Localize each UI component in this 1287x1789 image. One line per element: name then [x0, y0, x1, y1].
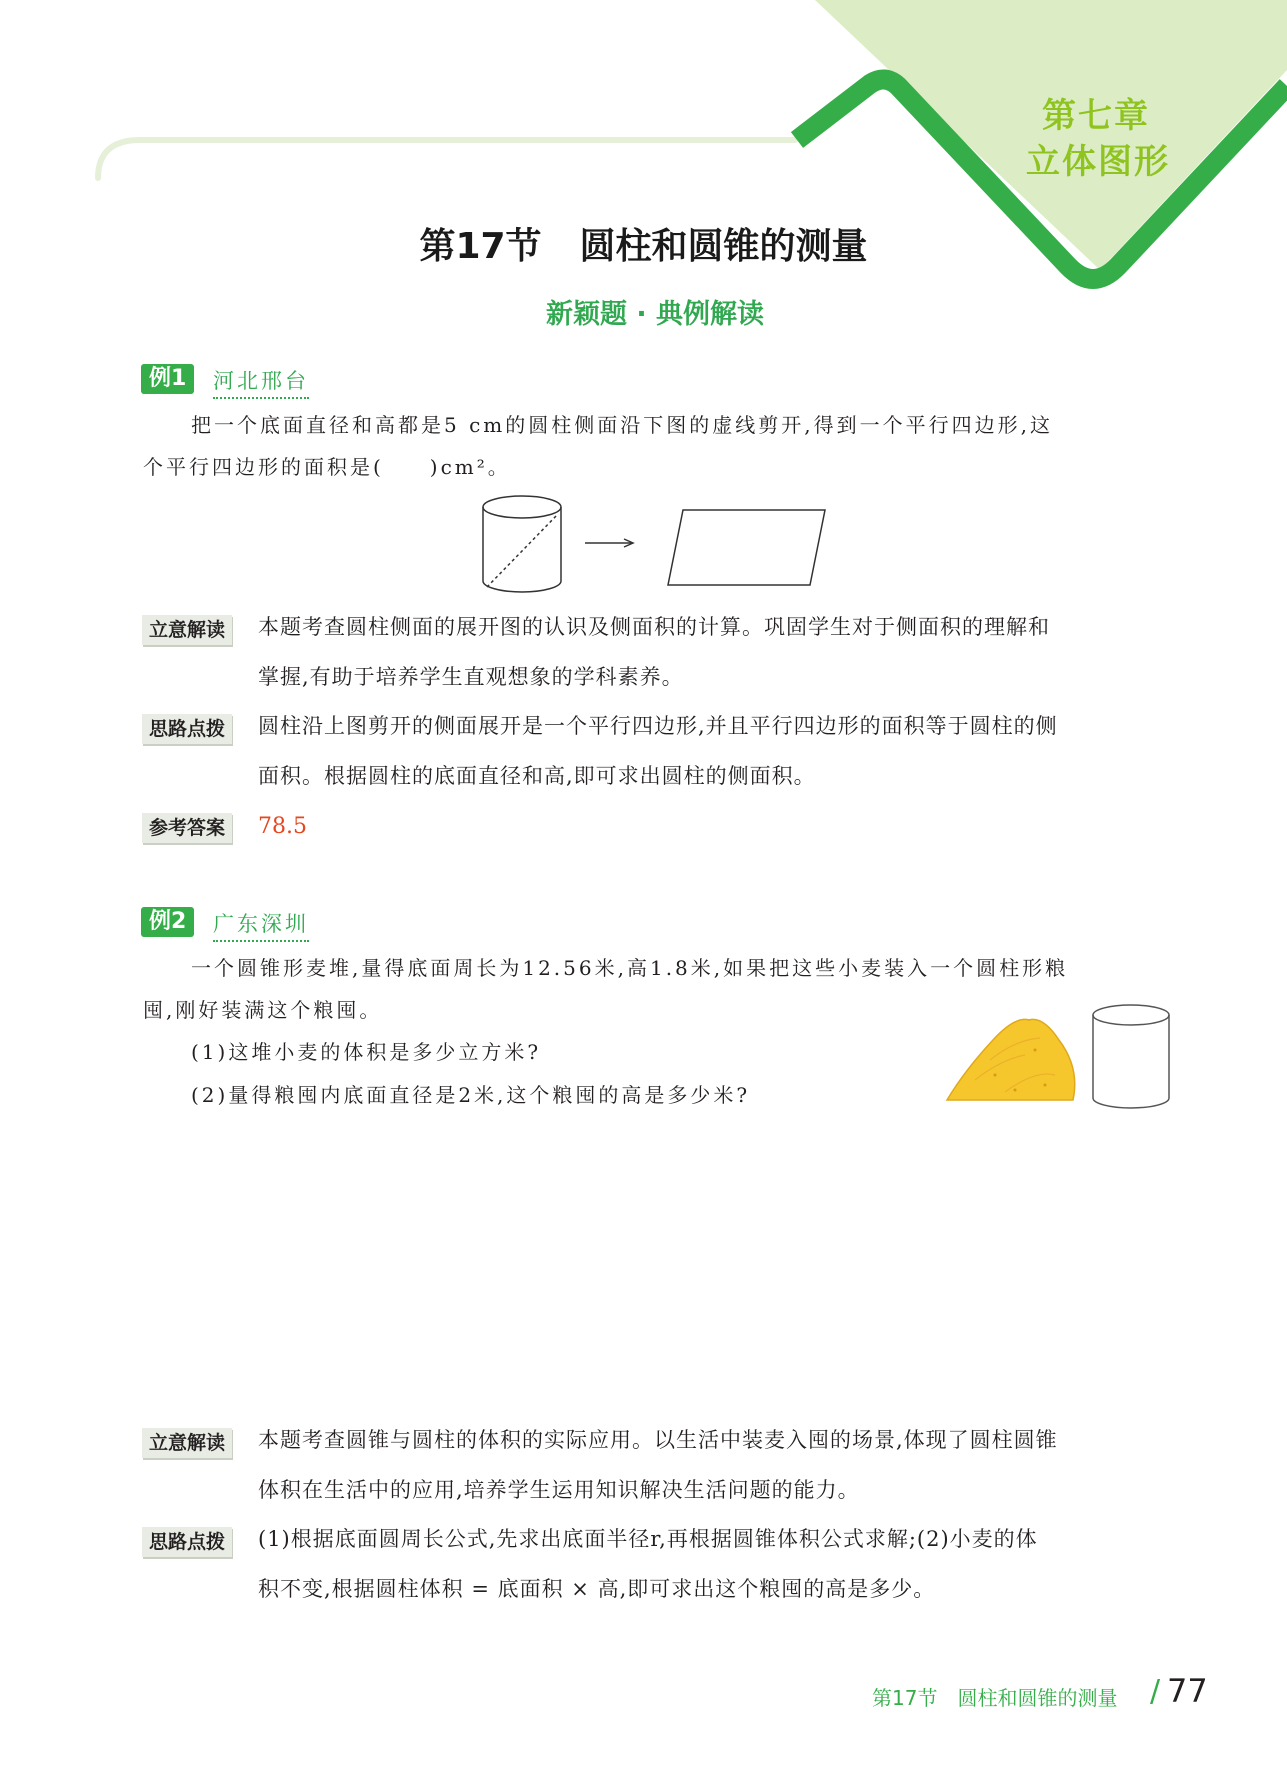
wheat-pile-icon	[947, 1019, 1075, 1100]
example1-badge: 例1	[141, 364, 194, 394]
header-rule	[98, 140, 795, 178]
example1-hint-line2: 面积。根据圆柱的底面直径和高,即可求出圆柱的侧面积。	[258, 764, 816, 788]
example1-answer-tag: 参考答案	[142, 813, 232, 843]
section-number: 第17节	[419, 226, 542, 267]
example2-intent-tag: 立意解读	[142, 1428, 232, 1458]
example1-question-line1: 把一个底面直径和高都是5 cm的圆柱侧面沿下图的虚线剪开,得到一个平行四边形,这	[191, 413, 1053, 437]
example1-source: 河北邢台	[213, 365, 309, 399]
chapter-title: 立体图形	[1026, 142, 1170, 182]
footer-divider: /	[1150, 1674, 1161, 1709]
cut-dashed-line	[487, 514, 558, 587]
example2-badge: 例2	[141, 907, 194, 937]
page-number: 77	[1167, 1672, 1208, 1710]
example2-sub1: (1)这堆小麦的体积是多少立方米?	[191, 1040, 542, 1064]
section-title	[0, 218, 1287, 269]
section-name: 圆柱和圆锥的测量	[579, 226, 868, 267]
arrow-right-icon	[585, 539, 633, 547]
example2-hint-line2: 积不变,根据圆柱体积 = 底面积 × 高,即可求出这个粮囤的高是多少。	[258, 1577, 936, 1601]
example1-intent-line1: 本题考查圆柱侧面的展开图的认识及侧面积的计算。巩固学生对于侧面积的理解和	[258, 615, 1050, 639]
example2-figure	[945, 1000, 1175, 1110]
example2-intent-line2: 体积在生活中的应用,培养学生运用知识解决生活问题的能力。	[258, 1478, 860, 1502]
parallelogram-icon	[668, 510, 825, 585]
subtitle: 新颖题 · 典例解读	[545, 299, 765, 330]
example2-sub2: (2)量得粮囤内底面直径是2米,这个粮囤的高是多少米?	[191, 1083, 751, 1107]
footer-section-label: 第17节 圆柱和圆锥的测量	[872, 1686, 1118, 1710]
example1-question-line2: 个平行四边形的面积是( )cm²。	[143, 455, 511, 479]
example2-intent-line1: 本题考查圆锥与圆柱的体积的实际应用。以生活中装麦入囤的场景,体现了圆柱圆锥	[258, 1428, 1058, 1452]
example2-question-line1: 一个圆锥形麦堆,量得底面周长为12.56米,高1.8米,如果把这些小麦装入一个圆柱形粮	[191, 956, 1069, 980]
chapter-number: 第七章	[1042, 96, 1150, 136]
example1-hint-line1: 圆柱沿上图剪开的侧面展开是一个平行四边形,并且平行四边形的面积等于圆柱的侧	[258, 714, 1058, 738]
example1-intent-line2: 掌握,有助于培养学生直观想象的学科素养。	[258, 665, 684, 689]
example2-question-line2: 囤,刚好装满这个粮囤。	[143, 998, 383, 1022]
example2-hint-line1: (1)根据底面圆周长公式,先求出底面半径r,再根据圆锥体积公式求解;(2)小麦的体	[258, 1527, 1038, 1551]
example1-intent-tag: 立意解读	[142, 615, 232, 645]
cylinder-icon	[483, 496, 561, 592]
example2-hint-tag: 思路点拨	[142, 1527, 232, 1557]
example1-figure	[470, 492, 840, 596]
example1-hint-tag: 思路点拨	[142, 714, 232, 744]
example2-source: 广东深圳	[213, 908, 309, 942]
example1-answer: 78.5	[258, 814, 307, 839]
granary-cylinder-icon	[1093, 1005, 1169, 1108]
